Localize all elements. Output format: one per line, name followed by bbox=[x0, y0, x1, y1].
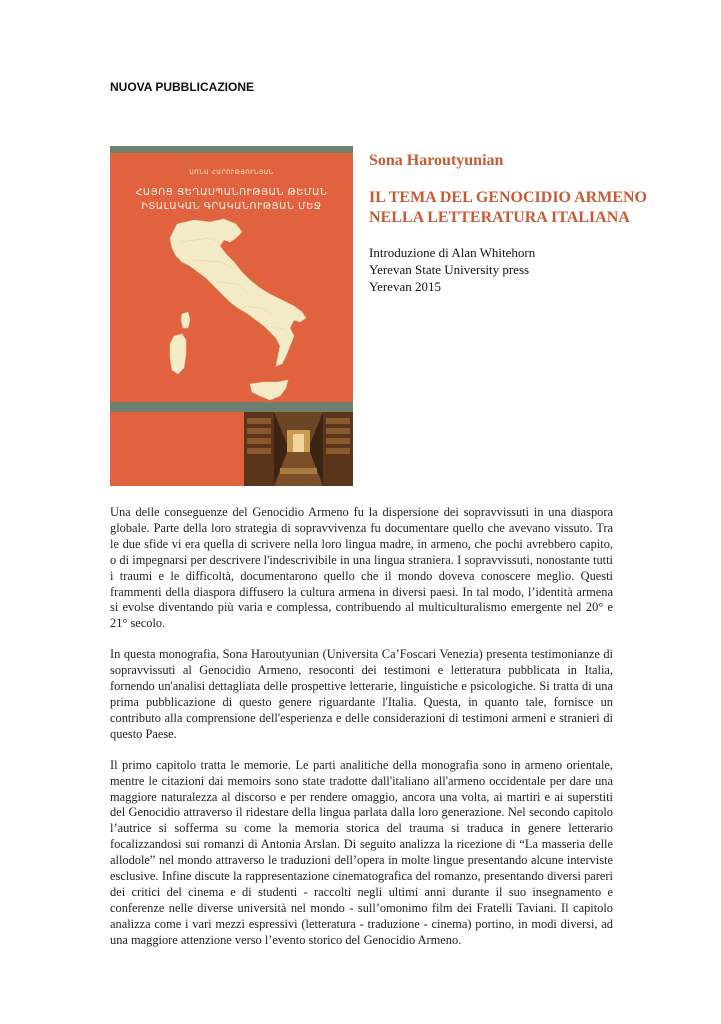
book-publisher: Yerevan State University press bbox=[369, 262, 530, 277]
cover-title-line-1: ՀԱՅՈՑ ՑԵՂԱՍՊԱՆՈՒԹՅԱՆ ԹԵՄԱՆ bbox=[135, 187, 328, 198]
cover-bottom-band bbox=[110, 402, 353, 412]
book-info bbox=[369, 152, 689, 295]
article-body bbox=[110, 505, 613, 964]
book-title-line-1: IL TEMA DEL GENOCIDIO ARMENO bbox=[369, 189, 647, 206]
book-meta bbox=[369, 244, 689, 295]
body-paragraph-2: In questa monografia, Sona Haroutyunian (Universita Ca’Foscari Venezia) presenta testimonianze di sopravvissuti al Genocidio Armeno, resoconti dei testimoni e letteratura pubblicata in Italia, fornendo un'analisi dettagliata delle prospettive letterarie, linguistiche e psicologiche. Si tratta di una prima pubblicazione di questo genere riguardante l'Italia. Questa, in quanto tale, fornisce un contributo alla comprensione dell'esperienza e delle considerazioni di testimoni armeni e stranieri di questo Paese. bbox=[110, 647, 613, 741]
cover-title-line-2: ԻՏԱԼԱԿԱՆ ԳՐԱԿԱՆՈՒԹՅԱՆ ՄԵՋ bbox=[141, 201, 322, 212]
book-intro: Introduzione di Alan Whitehorn bbox=[369, 245, 536, 260]
book-cover bbox=[110, 146, 353, 486]
book-author: Sona Haroutyunian bbox=[369, 152, 504, 169]
library-photo bbox=[244, 412, 353, 486]
cover-top-band bbox=[110, 146, 353, 153]
corsica-island bbox=[181, 312, 190, 328]
body-paragraph-1: Una delle conseguenze del Genocidio Armeno fu la dispersione dei sopravvissuti in una diaspora globale. Parte della loro strategia di sopravvivenza fu documentare quello che avevano vissuto. Tra le due sfide vi era quella di scrivere nella loro lingua madre, in armeno, che pochi avrebbero capito, o di impegnarsi per descrivere l'indescrivibile in una lingua straniera. I sopravvissuti, nonostante tutti i traumi e le difficoltà, documentarono quello che il mondo doveva conoscere meglio. Questi frammenti della diaspora diffusero la cultura armena in diversi paesi. In tal modo, l’identità armena si evolse diventando più varia e complessa, contribuendo al multiculturalismo emergente nel 20° e 21° secolo. bbox=[110, 505, 613, 631]
italy-map-illustration bbox=[110, 216, 353, 406]
sardinia-island bbox=[170, 334, 186, 374]
cover-author-armenian: ՍՈՆԱ ՀԱՐՈՒԹՅՈՒՆՅԱՆ bbox=[189, 169, 274, 176]
body-paragraph-3: Il primo capitolo tratta le memorie. Le parti analitiche della monografia sono in armeno orientale, mentre le citazioni dai memoirs sono state tradotte dall'italiano all'armeno occidentale per dare una maggiore naturalezza al discorso e per rendere omaggio, ancora una volta, ai martiri e ai superstiti del Genocidio attraverso il ridestare della lingua parlata dalla loro generazione. Nel secondo capitolo l’autrice si sofferma su come la memoria storica del trauma si traduca in genere letterario focalizzandosi sui romanzi di Antonia Arslan. Di seguito analizza la ricezione di “La masseria delle allodole” nel mondo attraverso le traduzioni dell’opera in molte lingue presentando alcune interviste esclusive. Infine discute la rappresentazione cinematografica del romanzo, presentando diversi pareri dei critici del cinema e di studenti - raccolti negli ultimi anni durante il suo insegnamento e conferenze nelle diverse università nel mondo - sull’omonimo film dei Fratelli Taviani. Il capitolo analizza come i vari mezzi espressivi (letteratura - traduzione - cinema) portino, in modi diversi, ad una maggiore attenzione verso l’evento storico del Genocidio Armeno. bbox=[110, 757, 613, 947]
italy-map bbox=[170, 219, 306, 400]
book-title-line-2: NELLA LETTERATURA ITALIANA bbox=[369, 209, 630, 226]
italy-mainland bbox=[170, 219, 306, 366]
section-label: NUOVA PUBBLICAZIONE bbox=[110, 80, 254, 94]
cover-title-armenian bbox=[110, 186, 353, 214]
book-place-year: Yerevan 2015 bbox=[369, 279, 441, 294]
book-title bbox=[369, 188, 689, 228]
sicily-island bbox=[250, 380, 288, 400]
